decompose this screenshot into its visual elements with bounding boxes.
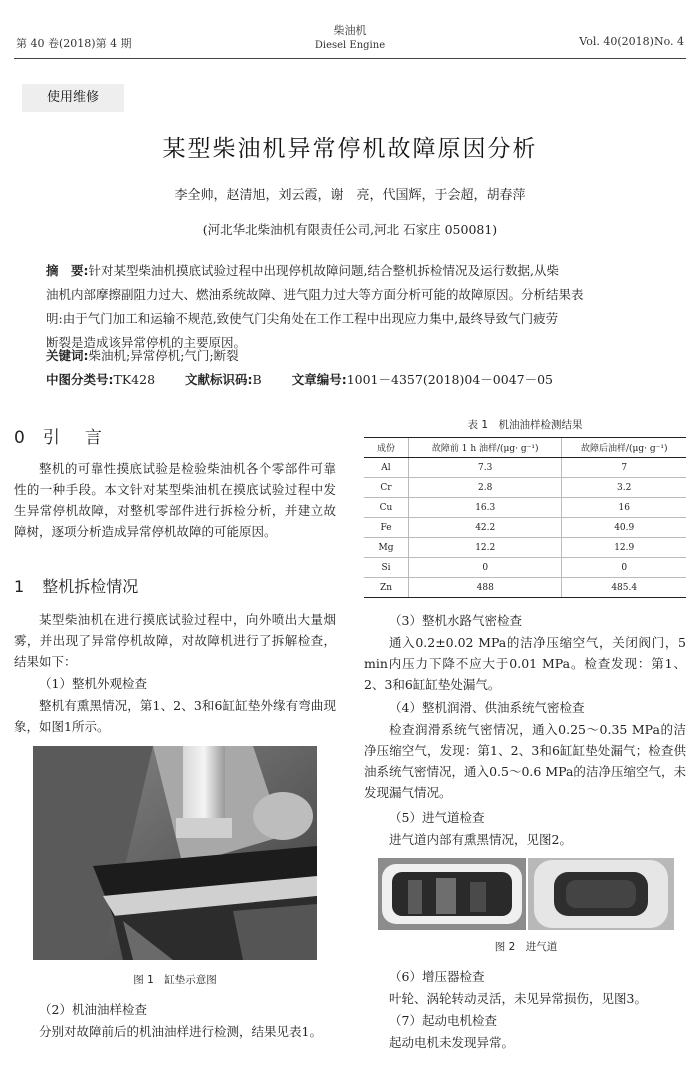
article-no-label: 文章编号: bbox=[291, 372, 347, 387]
keywords-value: 柴油机;异常停机;气门;断裂 bbox=[88, 348, 239, 363]
doc-code-value: B bbox=[252, 372, 262, 387]
section-title: 整机拆检情况 bbox=[42, 577, 139, 596]
table-header-cell: 成份 bbox=[364, 438, 409, 458]
gasket-photo bbox=[33, 746, 317, 960]
table-cell: 485.4 bbox=[562, 578, 686, 598]
journal-name-en: Diesel Engine bbox=[314, 40, 386, 51]
table-cell: Cr bbox=[364, 478, 409, 498]
abstract-label: 摘 要: bbox=[46, 263, 89, 278]
figure-1-caption: 图 1 缸垫示意图 bbox=[133, 974, 217, 986]
table-row bbox=[364, 538, 686, 558]
intake-port-photo bbox=[378, 858, 674, 930]
authors: 李全帅，赵清旭，刘云霞，谢 亮，代国辉，于会超，胡春萍 bbox=[174, 188, 526, 203]
table-cell: Fe bbox=[364, 518, 409, 538]
table-row bbox=[364, 498, 686, 518]
table-cell: 16.3 bbox=[409, 498, 562, 518]
journal-volume-en: Vol. 40(2018)No. 4 bbox=[579, 35, 684, 48]
abstract-line: 明:由于气门加工和运输不规范,致使气门尖角处在工作工程中出现应力集中,最终导致气门疲劳 bbox=[46, 311, 559, 326]
table-cell: 16 bbox=[562, 498, 686, 518]
keywords bbox=[46, 346, 239, 364]
table-cell: 488 bbox=[409, 578, 562, 598]
article-no-value: 1001－4357(2018)04－0047－05 bbox=[346, 372, 554, 387]
subsection-3-text: 通入0.2±0.02 MPa的洁净压缩空气，关闭阀门，5 min内压力下降不应大于0.01 MPa。检查发现：第1、2、3和6缸缸垫处漏气。 bbox=[364, 635, 686, 692]
subsection-6-text: 叶轮、涡轮转动灵活，未见异常损伤，见图3。 bbox=[389, 991, 647, 1006]
header-rule bbox=[14, 58, 686, 59]
table-row bbox=[364, 458, 686, 478]
figure-1-photo bbox=[33, 746, 317, 960]
table-cell: Mg bbox=[364, 538, 409, 558]
subsection-2-title: （2）机油油样检查 bbox=[39, 1002, 147, 1017]
section-1-heading bbox=[14, 574, 138, 597]
table-cell: 12.9 bbox=[562, 538, 686, 558]
table-cell: 7 bbox=[562, 458, 686, 478]
column-label: 使用维修 bbox=[22, 84, 124, 112]
subsection-3-title: （3）整机水路气密检查 bbox=[389, 613, 522, 628]
table-header-cell: 故障后油样/(μg· g⁻¹) bbox=[562, 438, 686, 458]
figure-2-photos bbox=[378, 858, 674, 930]
table-header-cell: 故障前 1 h 油样/(μg· g⁻¹) bbox=[409, 438, 562, 458]
table-cell: Cu bbox=[364, 498, 409, 518]
subsection-5-text: 进气道内部有熏黑情况，见图2。 bbox=[389, 832, 572, 847]
abstract-line: 断裂是造成该异常停机的主要原因。 bbox=[46, 335, 247, 350]
subsection-2-text: 分别对故障前后的机油油样进行检测，结果见表1。 bbox=[39, 1024, 322, 1039]
clc-value: TK428 bbox=[113, 372, 156, 387]
subsection-7-title: （7）起动电机检查 bbox=[389, 1013, 497, 1028]
clc-label: 中图分类号: bbox=[46, 372, 114, 387]
abstract-line: 针对某型柴油机摸底试验过程中出现停机故障问题,结合整机拆检情况及运行数据,从柴 bbox=[88, 263, 559, 278]
doc-code-label: 文献标识码: bbox=[185, 372, 253, 387]
paper-title: 某型柴油机异常停机故障原因分析 bbox=[162, 136, 538, 162]
journal-name-zh: 柴油机 bbox=[333, 24, 367, 37]
abstract-line: 油机内部摩擦副阻力过大、燃油系统故障、进气阻力过大等方面分析可能的故障原因。分析结果表 bbox=[46, 287, 584, 302]
table-row bbox=[364, 558, 686, 578]
table-cell: 42.2 bbox=[409, 518, 562, 538]
table-1 bbox=[364, 437, 686, 598]
classification-line bbox=[46, 370, 553, 388]
subsection-4-title: （4）整机润滑、供油系统气密检查 bbox=[389, 700, 585, 715]
subsection-4-text: 检查润滑系统气密情况，通入0.25～0.35 MPa的洁净压缩空气，发现：第1、2、3和6缸缸垫处漏气；检查供油系统气密情况，通入0.5～0.6 MPa的洁净压缩空气，未发现漏气情况。 bbox=[364, 722, 686, 800]
section-title: 引 言 bbox=[42, 428, 106, 448]
table-cell: 40.9 bbox=[562, 518, 686, 538]
table-cell: 2.8 bbox=[409, 478, 562, 498]
subsection-7-text: 起动电机未发现异常。 bbox=[389, 1035, 515, 1050]
section-0-heading bbox=[14, 423, 106, 448]
oil-sample-table bbox=[364, 437, 686, 598]
table-cell: 12.2 bbox=[409, 538, 562, 558]
table-cell: 0 bbox=[409, 558, 562, 578]
section-1-intro: 某型柴油机在进行摸底试验过程中，向外喷出大量烟雾，并出现了异常停机故障，对故障机进行了拆解检查，结果如下： bbox=[14, 612, 336, 669]
intro-paragraph: 整机的可靠性摸底试验是检验柴油机各个零部件可靠性的一种手段。本文针对某型柴油机在摸底试验过程中发生异常停机故障，对整机零部件进行拆检分析，并建立故障树，逐项分析造成异常停机故障的可能原因。 bbox=[14, 461, 336, 539]
table-row bbox=[364, 578, 686, 598]
table-row bbox=[364, 518, 686, 538]
journal-volume: 第 40 卷(2018)第 4 期 bbox=[16, 37, 132, 50]
subsection-1-title: （1）整机外观检查 bbox=[39, 676, 147, 691]
table-header-row bbox=[364, 438, 686, 458]
section-number: 1 bbox=[14, 577, 25, 596]
section-number: 0 bbox=[14, 428, 25, 448]
keywords-label: 关键词: bbox=[46, 348, 89, 363]
subsection-1-text: 整机有熏黑情况，第1、2、3和6缸缸垫外缘有弯曲现象，如图1所示。 bbox=[14, 698, 336, 734]
figure-2-caption: 图 2 进气道 bbox=[494, 941, 558, 953]
table-cell: 7.3 bbox=[409, 458, 562, 478]
table-cell: 0 bbox=[562, 558, 686, 578]
table-cell: Al bbox=[364, 458, 409, 478]
subsection-6-title: （6）增压器检查 bbox=[389, 969, 485, 984]
table-1-caption: 表 1 机油油样检测结果 bbox=[467, 419, 583, 431]
table-cell: Si bbox=[364, 558, 409, 578]
affiliation: (河北华北柴油机有限责任公司,河北 石家庄 050081) bbox=[202, 222, 498, 237]
abstract bbox=[46, 259, 666, 355]
table-cell: Zn bbox=[364, 578, 409, 598]
table-cell: 3.2 bbox=[562, 478, 686, 498]
subsection-5-title: （5）进气道检查 bbox=[389, 810, 485, 825]
table-row bbox=[364, 478, 686, 498]
